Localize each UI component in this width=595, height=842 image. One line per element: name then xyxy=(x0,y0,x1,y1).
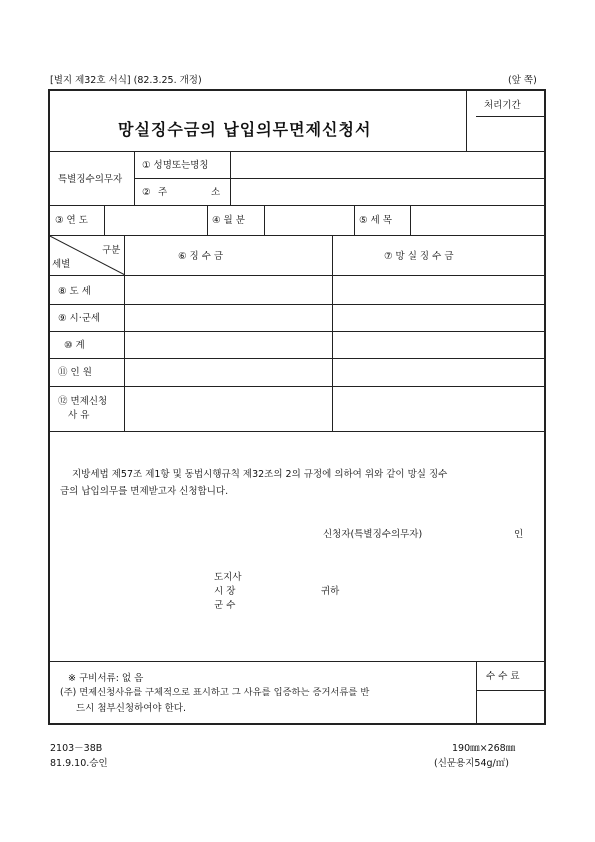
tax-item-label: ⑤ 세 목 xyxy=(359,215,392,226)
corner-label-top: 구분 xyxy=(102,245,121,256)
row-label-city-tax: ⑨ 시·군세 xyxy=(58,313,101,324)
month-label: ④ 월 분 xyxy=(212,215,245,226)
col-lost-header: ⑦ 망 실 징 수 금 xyxy=(384,251,454,262)
obligor-mid-line xyxy=(134,178,546,179)
table-row-line-1 xyxy=(48,304,546,305)
table-col-divider-2 xyxy=(332,235,333,431)
row-label-total: ⑩ 계 xyxy=(64,340,85,351)
form-title: 망실징수금의 납입의무면제신청서 xyxy=(118,120,372,139)
frame-left xyxy=(48,89,50,725)
paper-type: (신문용지54g/㎡) xyxy=(434,758,509,769)
applicant-label: 신청자(특별징수의무자) xyxy=(323,529,423,540)
table-row-line-3 xyxy=(48,358,546,359)
statement-line-2: 금의 납입의무를 면제받고자 신청합니다. xyxy=(60,486,229,497)
table-header-line xyxy=(48,275,546,276)
obligor-label: 특별징수의무자 xyxy=(58,174,123,185)
seal-mark: 인 xyxy=(514,529,524,540)
approval-date: 81.9.10.승인 xyxy=(50,758,108,769)
table-bottom-line xyxy=(48,431,546,432)
form-number: [별지 제32호 서식] (82.3.25. 개정) xyxy=(50,75,202,86)
fee-mid-line xyxy=(476,690,544,691)
month-divider-b xyxy=(264,205,265,235)
name-label: ① 성명또는명칭 xyxy=(142,160,209,171)
paper-size: 190㎜×268㎜ xyxy=(452,743,516,754)
fee-divider xyxy=(476,661,477,723)
frame-top xyxy=(48,89,546,91)
addressee-mayor: 시 장 xyxy=(214,586,236,597)
addressee-governor: 도지사 xyxy=(214,572,242,583)
required-docs: ※ 구비서류: 없 음 xyxy=(68,673,144,684)
frame-bottom xyxy=(48,723,546,725)
corner-label-bottom: 세별 xyxy=(52,259,71,270)
reason-label-a: ⑫ 면제신청 xyxy=(58,396,108,407)
year-label: ③ 연 도 xyxy=(55,215,88,226)
footnote-line-2: 드시 첨부신청하여야 한다. xyxy=(76,703,187,714)
processing-period-label: 처리기간 xyxy=(484,100,521,111)
processing-divider xyxy=(466,89,467,151)
page-side-label: (앞 쪽) xyxy=(508,75,537,86)
tax-divider-b xyxy=(410,205,411,235)
processing-underline xyxy=(476,116,544,117)
footnote-line-1: (주) 면제신청사유를 구체적으로 표시하고 그 사유를 입증하는 증거서류를 반 xyxy=(60,687,370,698)
fee-label: 수 수 료 xyxy=(486,671,520,682)
month-divider-a xyxy=(207,205,208,235)
frame-right xyxy=(544,89,546,725)
year-divider xyxy=(104,205,105,235)
statement-line-1: 지방세법 제57조 제1항 및 동법시행규칙 제32조의 2의 규정에 의하여 위와 같이 망실 징수 xyxy=(72,469,448,480)
row-label-persons: ⑪ 인 원 xyxy=(58,367,92,378)
row-label-province-tax: ⑧ 도 세 xyxy=(58,286,91,297)
table-row-line-2 xyxy=(48,331,546,332)
addressee-county-head: 군 수 xyxy=(214,600,236,611)
col-collected-header: ⑥ 징 수 금 xyxy=(178,251,224,262)
tax-divider-a xyxy=(354,205,355,235)
address-label-num: ② xyxy=(142,187,151,198)
reason-label-b: 사 유 xyxy=(68,410,90,421)
title-bottom-line xyxy=(48,151,546,152)
honorific: 귀하 xyxy=(321,586,340,597)
footer-top-line xyxy=(48,661,546,662)
address-label-b: 소 xyxy=(211,187,221,198)
obligor-bottom-line xyxy=(48,205,546,206)
form-code: 2103－38B xyxy=(50,743,103,754)
address-label-a: 주 xyxy=(158,187,168,198)
table-row-line-4 xyxy=(48,386,546,387)
